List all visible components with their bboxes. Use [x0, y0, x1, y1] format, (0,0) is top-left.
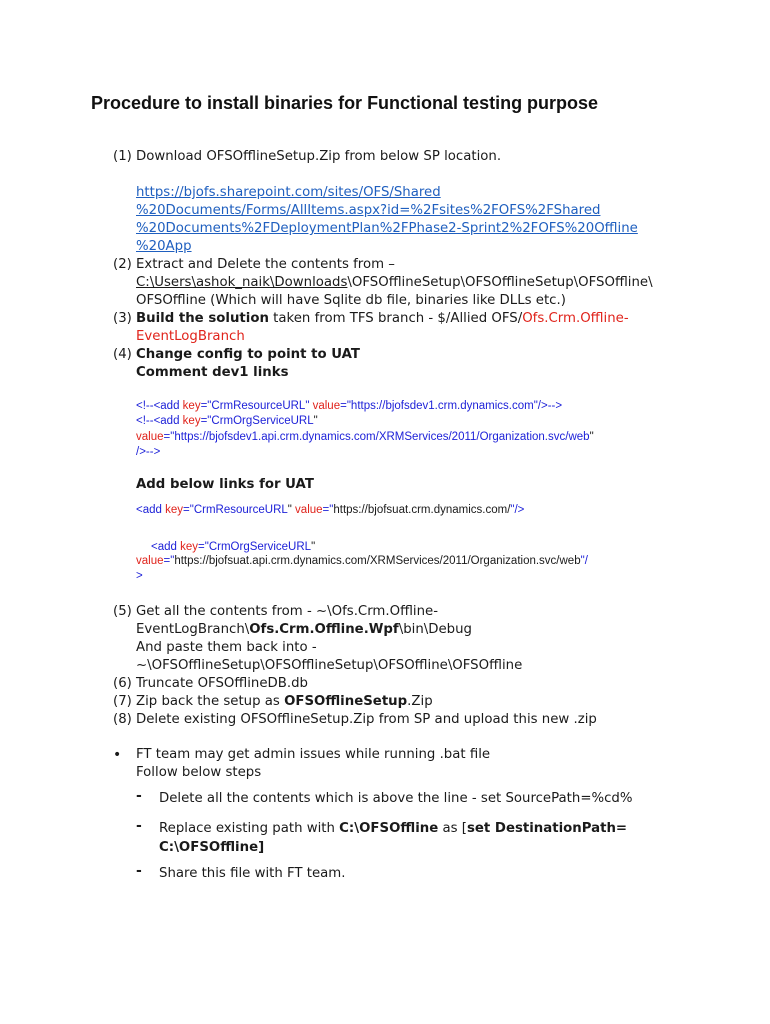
- add-uat-heading: Add below links for UAT: [136, 477, 314, 492]
- step-2-number: (2): [113, 257, 132, 272]
- dev1-org-service-line: <!--<add key="CrmOrgServiceURL": [136, 415, 318, 427]
- sub-step-2-line-2: C:\OFSOffline]: [159, 840, 265, 855]
- step-8-text: Delete existing OFSOfflineSetup.Zip from SP and upload this new .zip: [136, 712, 597, 727]
- step-5-line-4: ~\OFSOfflineSetup\OFSOfflineSetup\OFSOffline\OFSOffline: [136, 658, 523, 673]
- wpf-project-name: Ofs.Crm.Offline.Wpf: [249, 622, 399, 637]
- uat-close-line: >: [136, 570, 143, 582]
- tfs-branch-text: taken from TFS branch - $/Allied OFS/: [268, 311, 523, 326]
- uat-org-service-value-line: value="https://bjofsuat.api.crm.dynamics.com/XRMServices/2011/Organization.svc/web"/: [136, 555, 588, 567]
- dev1-close-line: />-->: [136, 446, 161, 458]
- step-1-number: (1): [113, 149, 132, 164]
- offline-path: C:\OFSOffline: [339, 821, 439, 836]
- step-5-number: (5): [113, 604, 132, 619]
- dash-marker-2: -: [136, 818, 142, 834]
- sharepoint-link-line-4[interactable]: %20App: [136, 239, 192, 254]
- dash-marker-3: -: [136, 863, 142, 879]
- bullet-marker: •: [113, 747, 122, 763]
- step-4-number: (4): [113, 347, 132, 362]
- step-1-text: Download OFSOfflineSetup.Zip from below SP location.: [136, 149, 502, 164]
- branch-name-part-1: Ofs.Crm.Offline-: [522, 311, 629, 326]
- step-5-line-2: EventLogBranch\Ofs.Crm.Offline.Wpf\bin\Debug: [136, 622, 472, 637]
- sub-step-2-line-1: Replace existing path with C:\OFSOffline as [set DestinationPath=: [159, 821, 628, 836]
- branch-name-part-2: EventLogBranch: [136, 329, 245, 344]
- step-5-line-3: And paste them back into -: [136, 640, 317, 655]
- setup-name: OFSOfflineSetup: [284, 694, 408, 709]
- dash-marker-1: -: [136, 788, 142, 804]
- step-6-number: (6): [113, 676, 132, 691]
- step-3-text: [136, 310, 629, 328]
- step-2-line-1: Extract and Delete the contents from –: [136, 257, 395, 272]
- bullet-line-2: Follow below steps: [136, 765, 262, 780]
- uat-resource-url-line: <add key="CrmResourceURL" value="https://bjofsuat.crm.dynamics.com/"/>: [136, 504, 525, 516]
- uat-org-service-line: <add key="CrmOrgServiceURL": [151, 541, 316, 553]
- comment-dev1-heading: Comment dev1 links: [136, 365, 289, 380]
- bullet-line-1: FT team may get admin issues while running .bat file: [136, 747, 491, 762]
- step-6-text: Truncate OFSOfflineDB.db: [136, 676, 308, 691]
- build-solution-label: Build the solution: [136, 311, 269, 326]
- downloads-path: C:\Users\ashok_naik\Downloads: [136, 275, 348, 290]
- setup-path: \OFSOfflineSetup\OFSOfflineSetup\OFSOffline\: [347, 275, 653, 290]
- destination-path-command: set DestinationPath=: [466, 821, 628, 836]
- step-8-number: (8): [113, 712, 132, 727]
- step-2-line-3: OFSOffline (Which will have Sqlite db file, binaries like DLLs etc.): [136, 293, 566, 308]
- sharepoint-link-line-1[interactable]: https://bjofs.sharepoint.com/sites/OFS/Shared: [136, 185, 441, 200]
- sub-step-1: Delete all the contents which is above the line - set SourcePath=%cd%: [159, 791, 633, 806]
- page-title: Procedure to install binaries for Functional testing purpose: [91, 93, 599, 113]
- dev1-org-service-value-line: value="https://bjofsdev1.api.crm.dynamics.com/XRMServices/2011/Organization.svc/web": [136, 431, 594, 443]
- step-7-number: (7): [113, 694, 132, 709]
- step-4-heading: Change config to point to UAT: [136, 347, 360, 362]
- step-5-line-1: Get all the contents from - ~\Ofs.Crm.Offline-: [136, 604, 439, 619]
- sub-step-3: Share this file with FT team.: [159, 866, 346, 881]
- sharepoint-link-line-3[interactable]: %20Documents%2FDeploymentPlan%2FPhase2-Sprint2%2FOFS%20Offline: [136, 221, 638, 236]
- step-7-text: Zip back the setup as OFSOfflineSetup.Zip: [136, 694, 433, 709]
- step-2-path: [136, 274, 653, 292]
- dev1-resource-url-line: <!--<add key="CrmResourceURL" value="https://bjofsdev1.crm.dynamics.com"/>-->: [136, 400, 563, 412]
- step-3-number: (3): [113, 311, 132, 326]
- sharepoint-link-line-2[interactable]: %20Documents/Forms/AllItems.aspx?id=%2Fsites%2FOFS%2FShared: [136, 203, 601, 218]
